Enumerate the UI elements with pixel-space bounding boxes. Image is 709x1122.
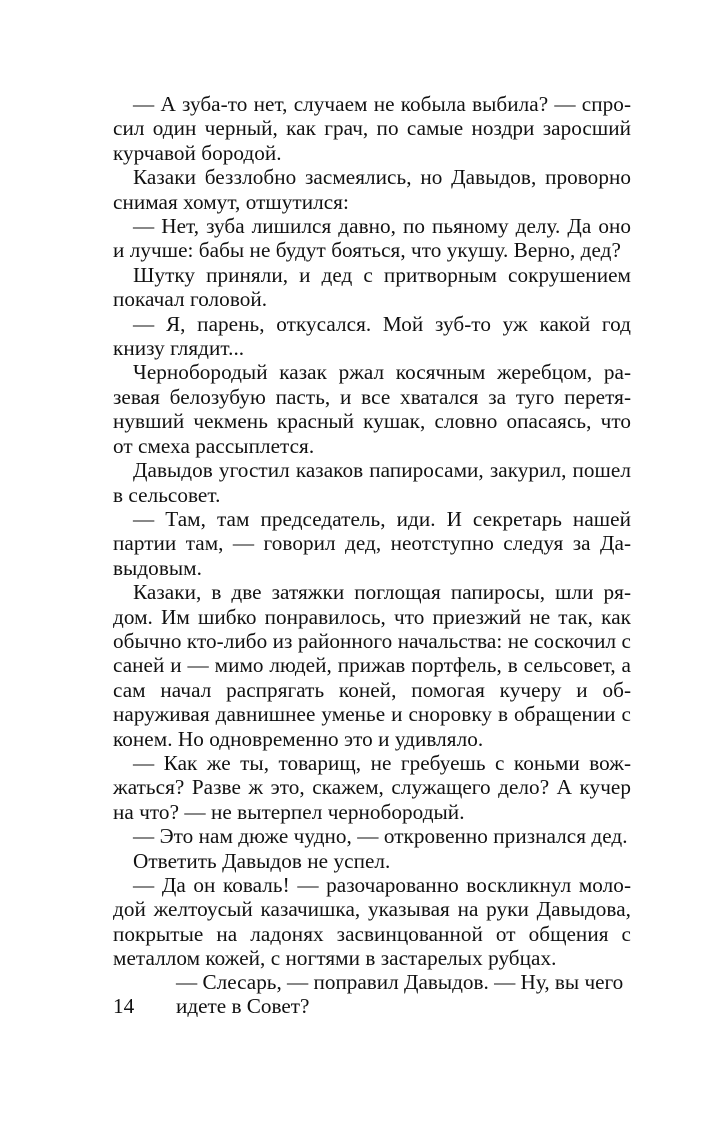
page-number: 14 xyxy=(113,994,135,1018)
last-paragraph-line-1: — Слесарь, — поправил Давыдов. — Ну, вы чего xyxy=(176,970,624,994)
body-text xyxy=(113,92,631,971)
last-paragraph-line-2: идете в Совет? xyxy=(176,994,310,1019)
paragraph-12: Ответить Давыдов не успел. xyxy=(133,848,391,873)
paragraph-3: — Нет, зуба лишился давно, по пьяному делу. Да оно и лучше: бабы не будут бояться, что укушу. Верно, дед? xyxy=(113,214,631,263)
paragraph-1: — А зуба-то нет, случаем не кобыла выбила? — спросил один черный, как грач, по самые ноздри заросший курчавой бородой. xyxy=(113,92,631,165)
last-paragraph xyxy=(176,970,631,1019)
paragraph-7: Давыдов угостил казаков папиросами, закурил, пошел в сельсовет. xyxy=(113,458,631,507)
paragraph-4: Шутку приняли, и дед с притворным сокрушением покачал головой. xyxy=(113,262,631,312)
paragraph-13: — Да он коваль! — разочарованно воскликнул молодой желтоусый казачишка, указывая на руки Давыдова, покрытые на ладонях засвинцованной от общения с металлом кожей, с ногтями в застарелых рубцах. xyxy=(113,873,631,971)
paragraph-5: — Я, парень, откусался. Мой зуб-то уж какой год книзу глядит... xyxy=(113,311,631,361)
paragraph-2: Казаки беззлобно засмеялись, но Давыдов, проворно снимая хомут, отшутился: xyxy=(113,165,631,214)
paragraph-6: Чернобородый казак ржал косячным жеребцом, разевая белозубую пасть, и все хватался за туго перетянувший чекмень красный кушак, словно опасаясь, что от смеха рассыплется. xyxy=(113,360,631,458)
paragraph-9: Казаки, в две затяжки поглощая папиросы, шли рядом. Им шибко понравилось, что приезжий не так, как обычно кто-либо из районного начальства: не соскочил с саней и — мимо людей, прижав портфель, в сельсовет, а сам начал распрягать коней, помогая кучеру и обнаруживая давнишнее уменье и сноровку в обращении с конем. Но одновременно это и удивляло. xyxy=(113,580,631,751)
paragraph-10: — Как же ты, товарищ, не гребуешь с коньми вожжаться? Разве ж это, скажем, служащего дело? А кучер на что? — не вытерпел чернобородый. xyxy=(113,750,631,824)
paragraph-11: — Это нам дюже чудно, — откровенно признался дед. xyxy=(133,824,628,849)
paragraph-8: — Там, там председатель, иди. И секретарь нашей партии там, — говорил дед, неотступно следуя за Давыдовым. xyxy=(113,506,631,580)
